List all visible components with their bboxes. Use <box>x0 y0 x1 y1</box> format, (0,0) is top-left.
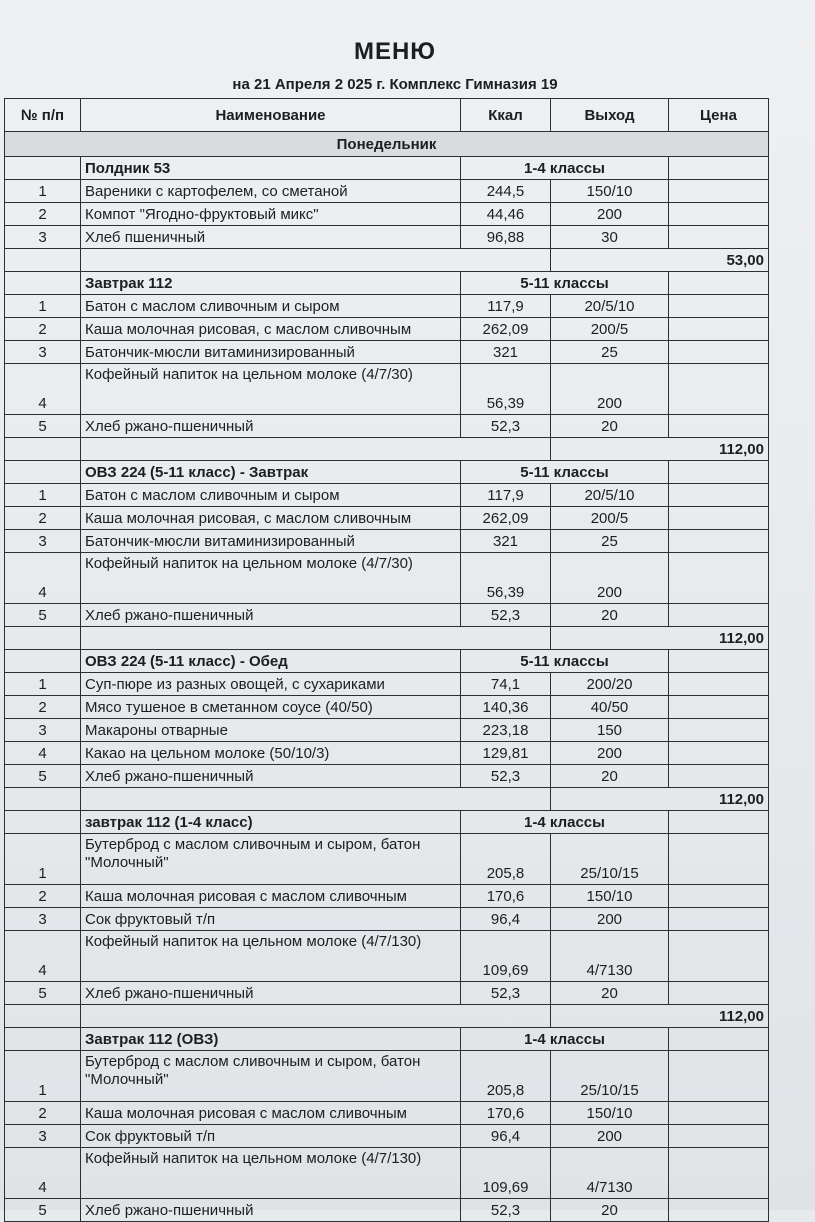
item-kcal: 205,8 <box>461 1051 551 1102</box>
item-kcal: 74,1 <box>461 673 551 696</box>
item-price <box>669 415 769 438</box>
item-num: 4 <box>5 553 81 604</box>
item-num: 4 <box>5 742 81 765</box>
table-row <box>5 1051 769 1102</box>
item-name: Какао на цельном молоке (50/10/3) <box>81 742 461 765</box>
item-output: 20 <box>551 1199 669 1222</box>
item-price <box>669 530 769 553</box>
item-kcal: 52,3 <box>461 604 551 627</box>
item-price <box>669 604 769 627</box>
section-total-row <box>5 438 769 461</box>
table-row <box>5 834 769 885</box>
item-num: 2 <box>5 885 81 908</box>
table-row <box>5 742 769 765</box>
table-row <box>5 885 769 908</box>
item-name: Макароны отварные <box>81 719 461 742</box>
total-blank-cell <box>81 788 551 811</box>
menu-body <box>5 132 769 1222</box>
section-header-row <box>5 811 769 834</box>
item-output: 20/5/10 <box>551 295 669 318</box>
item-kcal: 52,3 <box>461 982 551 1005</box>
item-kcal: 117,9 <box>461 484 551 507</box>
item-num: 1 <box>5 1051 81 1102</box>
section-title: Полдник 53 <box>81 157 461 180</box>
section-title: Завтрак 112 (ОВЗ) <box>81 1028 461 1051</box>
item-num: 1 <box>5 673 81 696</box>
section-price-cell <box>669 461 769 484</box>
section-num-cell <box>5 461 81 484</box>
item-price <box>669 1199 769 1222</box>
item-output: 200 <box>551 908 669 931</box>
col-num-header: № п/п <box>5 99 81 132</box>
page-title: МЕНЮ <box>353 38 437 65</box>
table-row <box>5 226 769 249</box>
table-row <box>5 1102 769 1125</box>
section-total: 112,00 <box>551 1005 769 1028</box>
item-name: Кофейный напиток на цельном молоке (4/7/30) <box>81 553 461 604</box>
item-kcal: 96,4 <box>461 1125 551 1148</box>
total-blank-cell <box>81 438 551 461</box>
table-row <box>5 765 769 788</box>
item-num: 3 <box>5 719 81 742</box>
item-num: 5 <box>5 604 81 627</box>
item-name: Кофейный напиток на цельном молоке (4/7/130) <box>81 931 461 982</box>
item-price <box>669 696 769 719</box>
item-price <box>669 364 769 415</box>
section-group: 1-4 классы <box>461 1028 669 1051</box>
item-output: 25 <box>551 341 669 364</box>
item-output: 200 <box>551 553 669 604</box>
section-group: 1-4 классы <box>461 811 669 834</box>
item-num: 1 <box>5 484 81 507</box>
section-title: ОВЗ 224 (5-11 класс) - Завтрак <box>81 461 461 484</box>
item-price <box>669 180 769 203</box>
item-num: 3 <box>5 341 81 364</box>
total-blank-cell <box>5 249 81 272</box>
table-row <box>5 696 769 719</box>
section-price-cell <box>669 650 769 673</box>
item-output: 200 <box>551 1125 669 1148</box>
item-output: 4/7130 <box>551 1148 669 1199</box>
item-output: 20 <box>551 765 669 788</box>
item-price <box>669 1125 769 1148</box>
table-row <box>5 982 769 1005</box>
item-num: 4 <box>5 364 81 415</box>
item-num: 2 <box>5 1102 81 1125</box>
table-row <box>5 1199 769 1222</box>
item-price <box>669 719 769 742</box>
section-title: ОВЗ 224 (5-11 класс) - Обед <box>81 650 461 673</box>
item-kcal: 52,3 <box>461 1199 551 1222</box>
item-kcal: 262,09 <box>461 318 551 341</box>
item-num: 4 <box>5 931 81 982</box>
item-name: Сок фруктовый т/п <box>81 908 461 931</box>
item-price <box>669 1148 769 1199</box>
item-output: 150/10 <box>551 885 669 908</box>
total-blank-cell <box>81 627 551 650</box>
table-row <box>5 341 769 364</box>
table-row <box>5 530 769 553</box>
item-name: Каша молочная рисовая, с маслом сливочным <box>81 318 461 341</box>
section-num-cell <box>5 650 81 673</box>
item-name: Каша молочная рисовая с маслом сливочным <box>81 1102 461 1125</box>
item-price <box>669 885 769 908</box>
item-price <box>669 765 769 788</box>
item-num: 5 <box>5 415 81 438</box>
item-name: Хлеб ржано-пшеничный <box>81 1199 461 1222</box>
item-name: Хлеб ржано-пшеничный <box>81 415 461 438</box>
item-price <box>669 742 769 765</box>
item-output: 150 <box>551 719 669 742</box>
item-kcal: 205,8 <box>461 834 551 885</box>
item-name: Каша молочная рисовая с маслом сливочным <box>81 885 461 908</box>
item-output: 200 <box>551 742 669 765</box>
item-name: Кофейный напиток на цельном молоке (4/7/30) <box>81 364 461 415</box>
section-price-cell <box>669 1028 769 1051</box>
table-row <box>5 719 769 742</box>
item-num: 2 <box>5 507 81 530</box>
item-price <box>669 1051 769 1102</box>
table-row <box>5 364 769 415</box>
table-row <box>5 553 769 604</box>
section-total-row <box>5 788 769 811</box>
section-group: 1-4 классы <box>461 157 669 180</box>
item-output: 25 <box>551 530 669 553</box>
total-blank-cell <box>5 438 81 461</box>
item-price <box>669 673 769 696</box>
item-output: 200 <box>551 364 669 415</box>
item-price <box>669 931 769 982</box>
item-kcal: 52,3 <box>461 765 551 788</box>
section-header-row <box>5 650 769 673</box>
total-blank-cell <box>5 627 81 650</box>
item-kcal: 56,39 <box>461 553 551 604</box>
section-header-row <box>5 461 769 484</box>
item-price <box>669 484 769 507</box>
item-num: 5 <box>5 765 81 788</box>
section-num-cell <box>5 272 81 295</box>
section-title: завтрак 112 (1-4 класс) <box>81 811 461 834</box>
item-price <box>669 553 769 604</box>
item-num: 2 <box>5 696 81 719</box>
section-num-cell <box>5 1028 81 1051</box>
item-num: 2 <box>5 318 81 341</box>
table-row <box>5 203 769 226</box>
day-row <box>5 132 769 157</box>
item-kcal: 117,9 <box>461 295 551 318</box>
total-blank-cell <box>81 1005 551 1028</box>
section-total: 112,00 <box>551 788 769 811</box>
item-num: 2 <box>5 203 81 226</box>
item-num: 1 <box>5 295 81 318</box>
total-blank-cell <box>81 249 551 272</box>
page-subtitle: на 21 Апреля 2 025 г. Комплекс Гимназия 19 <box>232 76 558 93</box>
item-output: 200/5 <box>551 507 669 530</box>
item-name: Хлеб пшеничный <box>81 226 461 249</box>
table-row <box>5 484 769 507</box>
item-name: Кофейный напиток на цельном молоке (4/7/130) <box>81 1148 461 1199</box>
section-total: 53,00 <box>551 249 769 272</box>
section-group: 5-11 классы <box>461 650 669 673</box>
item-output: 150/10 <box>551 180 669 203</box>
section-group: 5-11 классы <box>461 272 669 295</box>
item-price <box>669 318 769 341</box>
item-kcal: 140,36 <box>461 696 551 719</box>
item-num: 1 <box>5 180 81 203</box>
item-output: 4/7130 <box>551 931 669 982</box>
col-price-header: Цена <box>669 99 769 132</box>
item-output: 200/5 <box>551 318 669 341</box>
item-price <box>669 341 769 364</box>
item-kcal: 244,5 <box>461 180 551 203</box>
item-name: Батон с маслом сливочным и сыром <box>81 484 461 507</box>
item-kcal: 56,39 <box>461 364 551 415</box>
item-output: 20 <box>551 982 669 1005</box>
table-row <box>5 318 769 341</box>
table-row <box>5 415 769 438</box>
total-blank-cell <box>5 788 81 811</box>
col-name-header: Наименование <box>81 99 461 132</box>
item-kcal: 96,4 <box>461 908 551 931</box>
item-output: 20 <box>551 415 669 438</box>
item-name: Вареники с картофелем, со сметаной <box>81 180 461 203</box>
section-num-cell <box>5 157 81 180</box>
item-name: Бутерброд с маслом сливочным и сыром, батон "Молочный" <box>81 1051 461 1102</box>
item-name: Хлеб ржано-пшеничный <box>81 604 461 627</box>
item-kcal: 170,6 <box>461 885 551 908</box>
item-num: 5 <box>5 1199 81 1222</box>
item-kcal: 44,46 <box>461 203 551 226</box>
section-group: 5-11 классы <box>461 461 669 484</box>
section-total: 112,00 <box>551 627 769 650</box>
day-label: Понедельник <box>5 132 769 157</box>
item-num: 5 <box>5 982 81 1005</box>
item-output: 150/10 <box>551 1102 669 1125</box>
item-name: Мясо тушеное в сметанном соусе (40/50) <box>81 696 461 719</box>
item-num: 3 <box>5 1125 81 1148</box>
item-num: 3 <box>5 530 81 553</box>
item-num: 4 <box>5 1148 81 1199</box>
section-price-cell <box>669 811 769 834</box>
section-header-row <box>5 157 769 180</box>
item-kcal: 321 <box>461 341 551 364</box>
item-output: 200 <box>551 203 669 226</box>
item-name: Суп-пюре из разных овощей, с сухариками <box>81 673 461 696</box>
item-output: 30 <box>551 226 669 249</box>
item-price <box>669 908 769 931</box>
item-kcal: 109,69 <box>461 931 551 982</box>
section-total-row <box>5 627 769 650</box>
section-price-cell <box>669 157 769 180</box>
item-name: Каша молочная рисовая, с маслом сливочным <box>81 507 461 530</box>
col-output-header: Выход <box>551 99 669 132</box>
item-output: 20/5/10 <box>551 484 669 507</box>
item-name: Батончик-мюсли витаминизированный <box>81 341 461 364</box>
item-kcal: 321 <box>461 530 551 553</box>
table-row <box>5 673 769 696</box>
table-row <box>5 295 769 318</box>
section-total-row <box>5 1005 769 1028</box>
item-price <box>669 295 769 318</box>
table-row <box>5 1148 769 1199</box>
section-total: 112,00 <box>551 438 769 461</box>
item-num: 1 <box>5 834 81 885</box>
section-header-row <box>5 272 769 295</box>
item-kcal: 96,88 <box>461 226 551 249</box>
item-num: 3 <box>5 226 81 249</box>
section-header-row <box>5 1028 769 1051</box>
table-row <box>5 180 769 203</box>
item-name: Бутерброд с маслом сливочным и сыром, батон "Молочный" <box>81 834 461 885</box>
total-blank-cell <box>5 1005 81 1028</box>
item-output: 25/10/15 <box>551 834 669 885</box>
item-price <box>669 834 769 885</box>
menu-table <box>4 98 769 1222</box>
item-price <box>669 203 769 226</box>
item-output: 200/20 <box>551 673 669 696</box>
section-num-cell <box>5 811 81 834</box>
item-output: 20 <box>551 604 669 627</box>
section-total-row <box>5 249 769 272</box>
table-row <box>5 908 769 931</box>
item-kcal: 109,69 <box>461 1148 551 1199</box>
item-kcal: 262,09 <box>461 507 551 530</box>
item-name: Хлеб ржано-пшеничный <box>81 982 461 1005</box>
item-price <box>669 226 769 249</box>
item-name: Батон с маслом сливочным и сыром <box>81 295 461 318</box>
item-kcal: 52,3 <box>461 415 551 438</box>
col-kcal-header: Ккал <box>461 99 551 132</box>
item-output: 40/50 <box>551 696 669 719</box>
item-name: Хлеб ржано-пшеничный <box>81 765 461 788</box>
item-num: 3 <box>5 908 81 931</box>
table-row <box>5 507 769 530</box>
item-price <box>669 507 769 530</box>
item-name: Сок фруктовый т/п <box>81 1125 461 1148</box>
section-price-cell <box>669 272 769 295</box>
item-output: 25/10/15 <box>551 1051 669 1102</box>
table-row <box>5 1125 769 1148</box>
section-title: Завтрак 112 <box>81 272 461 295</box>
item-name: Компот "Ягодно-фруктовый микс" <box>81 203 461 226</box>
item-name: Батончик-мюсли витаминизированный <box>81 530 461 553</box>
item-kcal: 223,18 <box>461 719 551 742</box>
item-price <box>669 1102 769 1125</box>
table-row <box>5 931 769 982</box>
item-kcal: 129,81 <box>461 742 551 765</box>
item-price <box>669 982 769 1005</box>
item-kcal: 170,6 <box>461 1102 551 1125</box>
table-row <box>5 604 769 627</box>
table-header-row <box>5 99 769 132</box>
